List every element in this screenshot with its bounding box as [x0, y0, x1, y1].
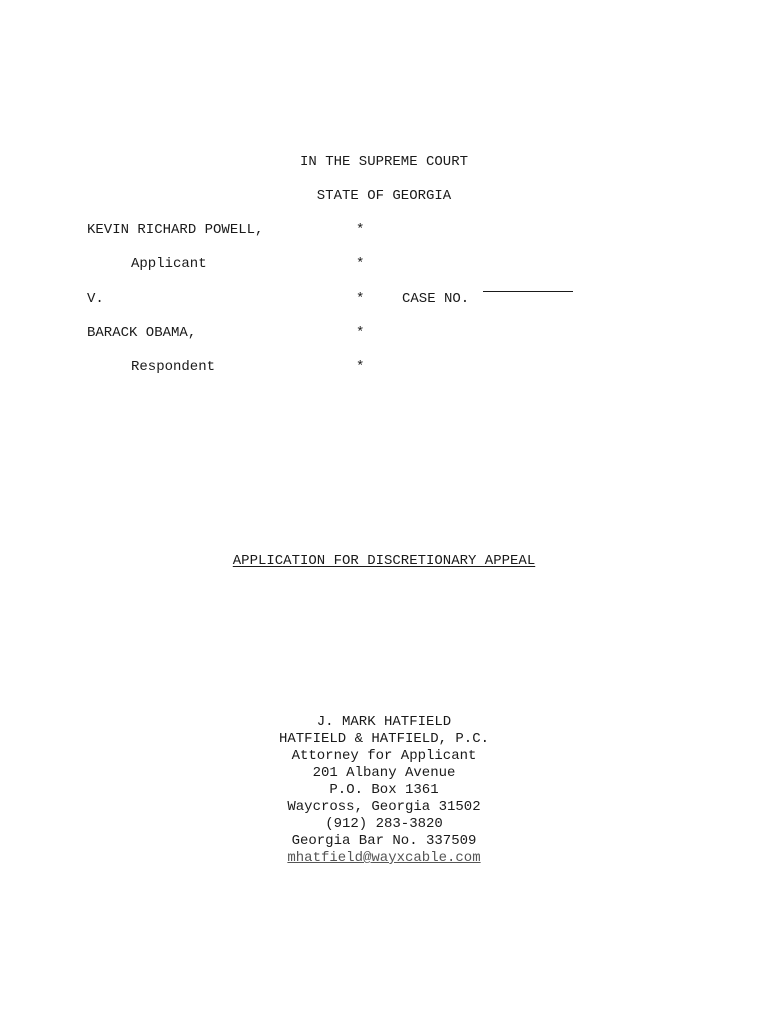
respondent-role: Respondent: [131, 359, 216, 375]
caption-separator: *: [356, 359, 365, 375]
caption-row-applicant: [0, 222, 768, 242]
attorney-block: [0, 714, 768, 867]
applicant-role: Applicant: [131, 256, 207, 272]
applicant-name: KEVIN RICHARD POWELL,: [87, 222, 264, 238]
caption-separator: *: [356, 325, 365, 341]
case-number-label: CASE NO.: [402, 291, 470, 307]
attorney-name: J. MARK HATFIELD: [316, 714, 452, 730]
caption-separator: *: [356, 222, 365, 238]
caption-row-versus: [0, 291, 768, 311]
attorney-phone: (912) 283-3820: [325, 816, 443, 832]
caption-row-applicant-role: [0, 256, 768, 276]
versus-label: V.: [87, 291, 104, 307]
case-number-blank: [483, 291, 573, 292]
attorney-role: Attorney for Applicant: [291, 748, 477, 764]
caption-separator: *: [356, 256, 365, 272]
attorney-bar-number: Georgia Bar No. 337509: [291, 833, 477, 849]
caption-separator: *: [356, 291, 365, 307]
attorney-city: Waycross, Georgia 31502: [287, 799, 481, 815]
document-title: [0, 553, 768, 569]
court-state: STATE OF GEORGIA: [316, 188, 452, 204]
caption-row-respondent: [0, 325, 768, 345]
attorney-firm: HATFIELD & HATFIELD, P.C.: [278, 731, 490, 747]
attorney-email-link[interactable]: mhatfield@wayxcable.com: [287, 850, 481, 866]
caption-row-respondent-role: [0, 359, 768, 379]
attorney-street: 201 Albany Avenue: [312, 765, 456, 781]
attorney-po-box: P.O. Box 1361: [329, 782, 439, 798]
respondent-name: BARACK OBAMA,: [87, 325, 197, 341]
document-title-text: APPLICATION FOR DISCRETIONARY APPEAL: [232, 553, 536, 569]
court-title: IN THE SUPREME COURT: [299, 154, 469, 170]
